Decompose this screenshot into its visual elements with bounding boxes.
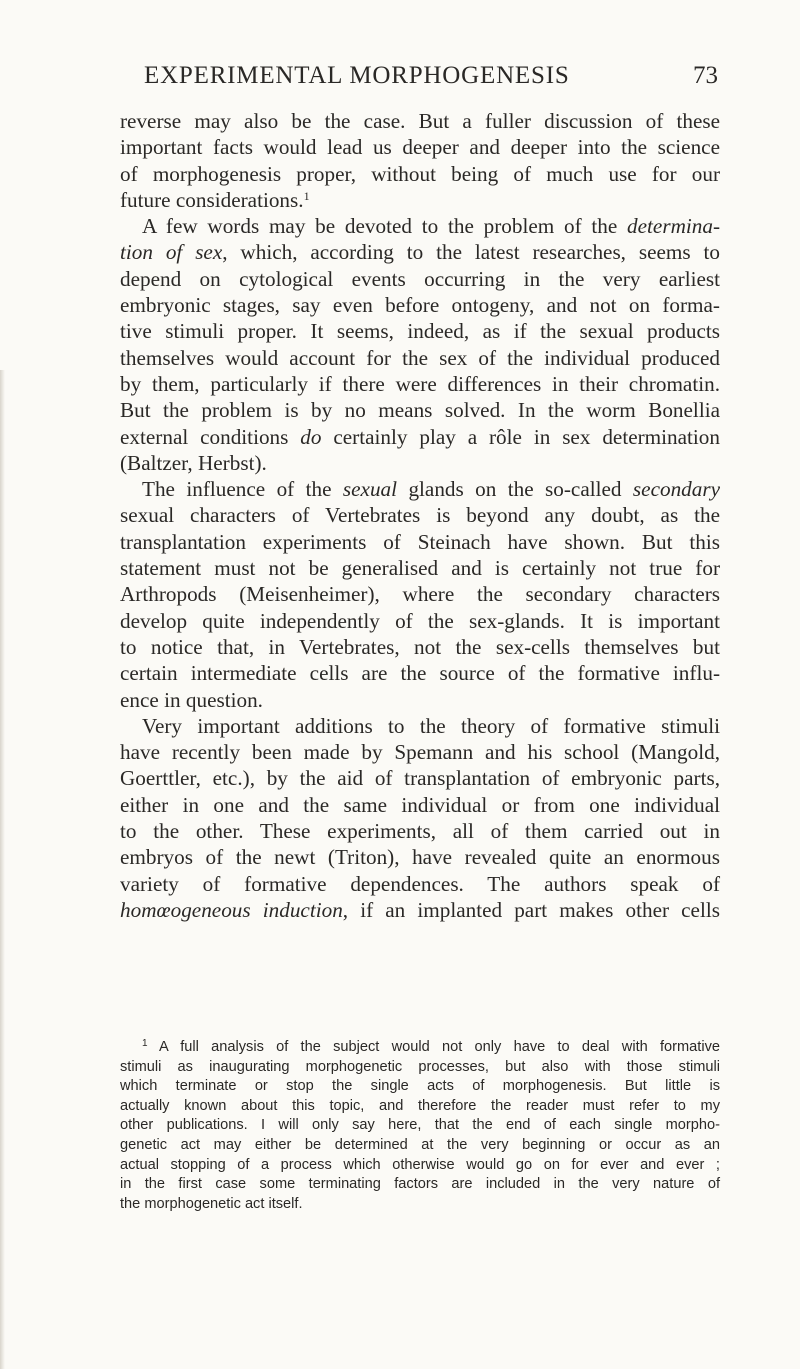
body-line: [120, 871, 720, 897]
body-line: [120, 844, 720, 870]
body-line: [120, 634, 720, 660]
body-line: [120, 134, 720, 160]
text-run: certain intermediate cells are the source of the formative influ-: [120, 661, 720, 686]
text-run: The influence of the: [142, 477, 343, 502]
body-line: [120, 397, 720, 423]
footnote-marker: 1: [142, 1038, 148, 1049]
body-line: [120, 213, 720, 239]
body-line: [120, 266, 720, 292]
footnote-block: [120, 1038, 720, 1214]
body-line: [120, 608, 720, 634]
italic-text: determina-: [627, 214, 720, 239]
text-run: in the first case some terminating factors are included in the very nature of: [120, 1176, 720, 1193]
footnote-line: [120, 1077, 720, 1097]
text-run: ence in question.: [120, 687, 263, 712]
body-line: [120, 529, 720, 555]
body-line: [120, 818, 720, 844]
text-run: Goerttler, etc.), by the aid of transplantation of embryonic parts,: [120, 766, 720, 791]
body-line: [120, 450, 720, 476]
body-line: [120, 345, 720, 371]
footnote-line: [120, 1058, 720, 1078]
running-head-title: EXPERIMENTAL MORPHOGENESIS: [144, 62, 570, 89]
text-run: have recently been made by Spemann and his school (Mangold,: [120, 740, 720, 765]
footnote-line: [120, 1038, 720, 1058]
text-run: embryonic stages, say even before ontogeny, and not on forma-: [120, 293, 720, 318]
body-line: [120, 660, 720, 686]
body-line: [120, 476, 720, 502]
body-line: [120, 765, 720, 791]
footnote-line: [120, 1097, 720, 1117]
body-line: [120, 502, 720, 528]
footnote-line: [120, 1195, 720, 1215]
text-run: sexual characters of Vertebrates is beyond any doubt, as the: [120, 503, 720, 528]
text-run: variety of formative dependences. The authors speak of: [120, 871, 720, 896]
footnote-line: [120, 1175, 720, 1195]
text-run: actually known about this topic, and therefore the reader must refer to my: [120, 1097, 720, 1114]
italic-text: do: [300, 424, 322, 449]
text-run: to notice that, in Vertebrates, not the sex-cells themselves but: [120, 634, 720, 659]
text-run: by them, particularly if there were differences in their chromatin.: [120, 371, 720, 396]
body-line: [120, 371, 720, 397]
italic-text: homœogeneous induction: [120, 897, 343, 922]
body-line: [120, 555, 720, 581]
body-line: [120, 424, 720, 450]
text-run: important facts would lead us deeper and deeper into the science: [120, 135, 720, 160]
text-run: of morphogenesis proper, without being of much use for our: [120, 161, 720, 186]
body-line: [120, 581, 720, 607]
text-run: future considerations.: [120, 187, 304, 212]
text-run: to the other. These experiments, all of them carried out in: [120, 819, 720, 844]
italic-text: sexual: [342, 477, 398, 502]
body-line: [120, 687, 720, 713]
text-run: themselves would account for the sex of the individual produced: [120, 345, 720, 370]
body-line: [120, 161, 720, 187]
footnote-line: [120, 1136, 720, 1156]
text-run: genetic act may either be determined at the very beginning or occur as an: [120, 1136, 720, 1153]
text-run: other publications. I will only say here, that the end of each single morpho-: [120, 1117, 720, 1134]
body-line: [120, 239, 720, 265]
page-number: 73: [693, 62, 718, 89]
text-run: A full analysis of the subject would not only have to deal with formative: [159, 1039, 721, 1055]
text-run: actual stopping of a process which otherwise would go on for ever and ever ;: [120, 1156, 720, 1173]
text-run: A few words may be devoted to the problem of the: [142, 214, 628, 239]
body-line: [120, 108, 720, 134]
body-line: [120, 318, 720, 344]
running-head: [120, 62, 718, 98]
body-line: [120, 713, 720, 739]
body-line: [120, 792, 720, 818]
footnote-reference: 1: [303, 188, 310, 203]
text-run: (Baltzer, Herbst).: [120, 450, 267, 475]
page-edge-shadow: [0, 370, 5, 1369]
text-run: But the problem is by no means solved. In the worm Bonellia: [120, 398, 720, 423]
text-run: certainly play a rôle in sex determination: [321, 424, 720, 449]
text-run: statement must not be generalised and is certainly not true for: [120, 556, 720, 581]
text-run: embryos of the newt (Triton), have revealed quite an enormous: [120, 845, 720, 870]
text-run: the morphogenetic act itself.: [120, 1195, 303, 1212]
text-run: which terminate or stop the single acts of morphogenesis. But little is: [120, 1078, 720, 1095]
text-run: Very important additions to the theory of formative stimuli: [142, 713, 720, 738]
text-run: either in one and the same individual or from one individual: [120, 792, 720, 817]
body-line: [120, 187, 720, 213]
text-run: transplantation experiments of Steinach have shown. But this: [120, 529, 720, 554]
text-run: develop quite independently of the sex-glands. It is important: [120, 608, 720, 633]
text-run: Arthropods (Meisenheimer), where the secondary characters: [120, 582, 720, 607]
text-run: , if an implanted part makes other cells: [342, 897, 720, 922]
body-text: [120, 108, 720, 923]
footnote-line: [120, 1116, 720, 1136]
italic-text: secondary: [632, 477, 720, 502]
text-run: external conditions: [120, 424, 301, 449]
body-line: [120, 897, 720, 923]
body-line: [120, 739, 720, 765]
footnote-line: [120, 1156, 720, 1176]
body-line: [120, 292, 720, 318]
text-run: tive stimuli proper. It seems, indeed, as if the sexual products: [120, 319, 720, 344]
italic-text: tion of sex: [120, 240, 223, 265]
text-run: depend on cytological events occurring in the very earliest: [120, 266, 720, 291]
text-run: reverse may also be the case. But a fuller discussion of these: [120, 109, 720, 133]
text-run: stimuli as inaugurating morphogenetic processes, but also with those stimuli: [120, 1058, 720, 1075]
text-run: glands on the so-called: [397, 477, 633, 502]
text-run: , which, according to the latest researches, seems to: [222, 240, 720, 265]
